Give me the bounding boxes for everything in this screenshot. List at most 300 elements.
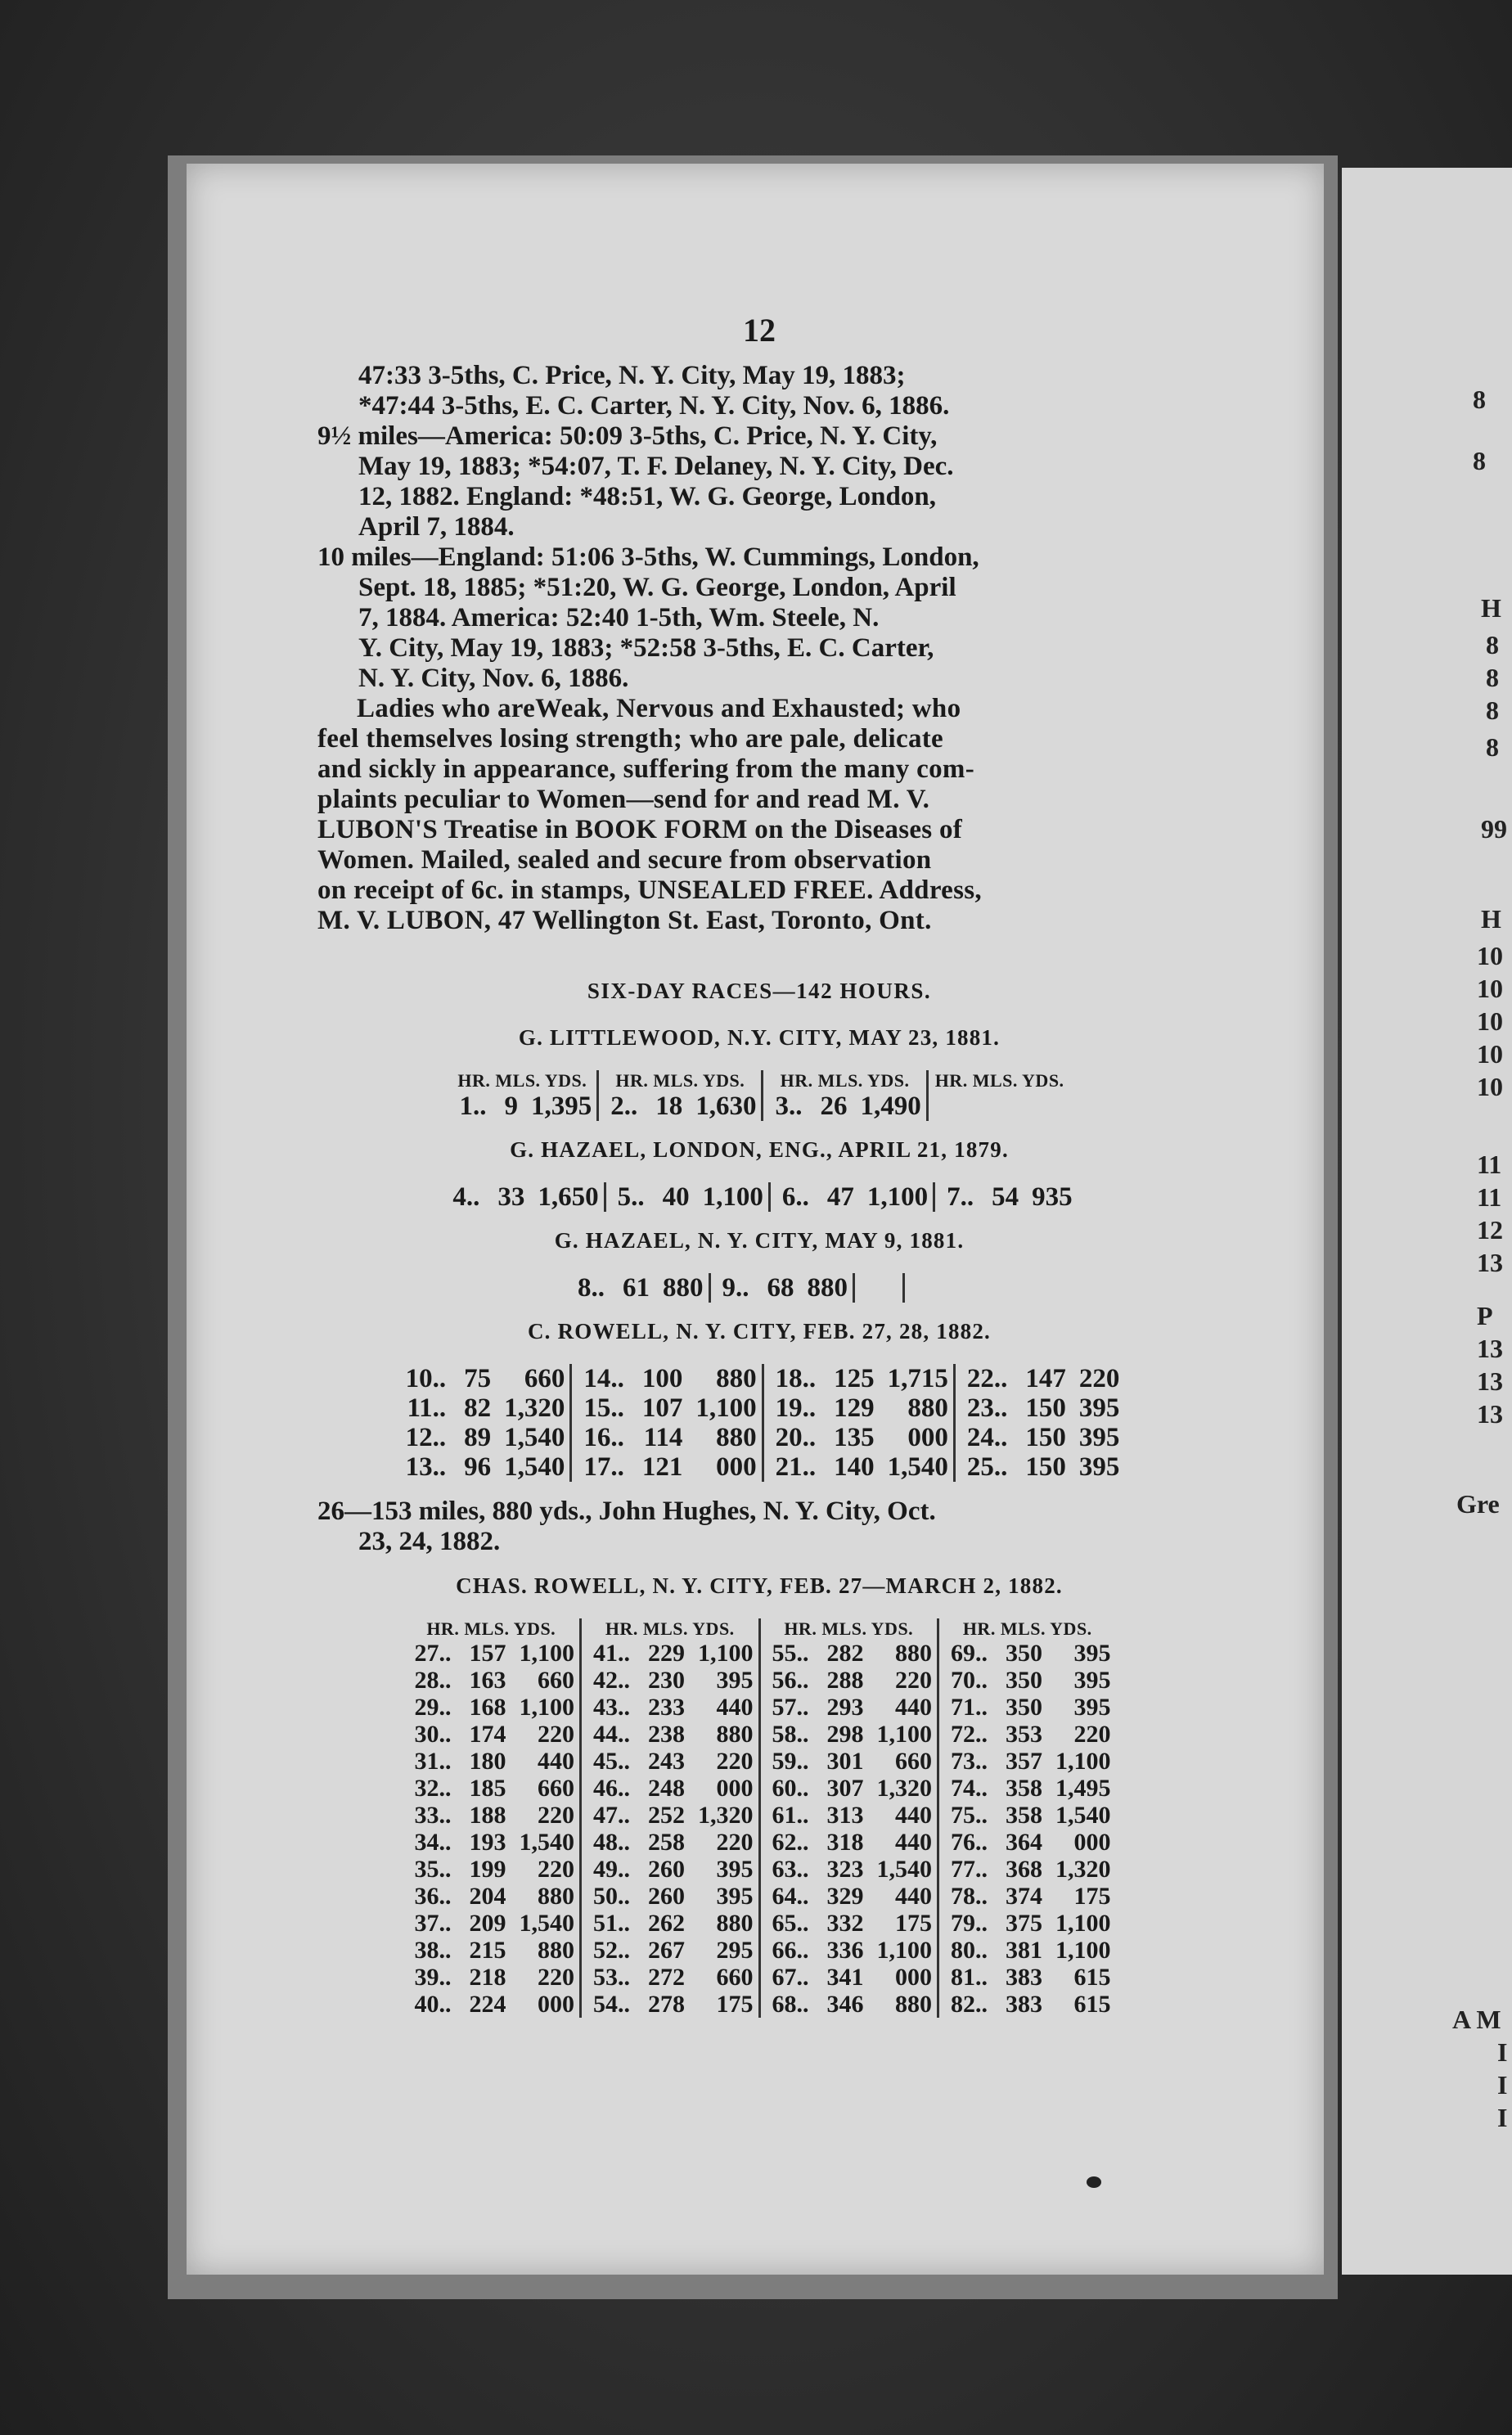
- yards-cell: 440: [691, 1694, 759, 1721]
- yards-cell: 1,650: [531, 1182, 605, 1212]
- yards-cell: 660: [513, 1667, 581, 1694]
- yards-cell: 660: [871, 1748, 938, 1775]
- miles-cell: 336: [826, 1937, 864, 1964]
- yards-cell: 220: [691, 1829, 759, 1856]
- hour-cell: 23..: [966, 1393, 1008, 1423]
- yards-cell: 880: [689, 1364, 763, 1393]
- advert-text: [317, 694, 1201, 936]
- miles-cell: 185: [469, 1775, 506, 1802]
- yards-cell: 1,540: [497, 1452, 571, 1482]
- advert-line: on receipt of 6c. in stamps, UNSEALED FREE. Address,: [317, 875, 982, 905]
- yards-cell: 1,540: [881, 1452, 955, 1482]
- hour-cell: 82..: [951, 1991, 988, 2018]
- yards-cell: 1,100: [871, 1937, 938, 1964]
- record-line: 12, 1882. England: *48:51, W. G. George, London,: [358, 482, 936, 511]
- yards-cell: 220: [513, 1721, 581, 1748]
- record-entry: [317, 361, 1201, 421]
- table-row: [403, 1991, 1116, 2018]
- hour-cell: 6..: [781, 1182, 809, 1212]
- page-fragment: 13: [1477, 1248, 1503, 1277]
- hour-cell: 21..: [775, 1452, 817, 1482]
- page-fragment: 12: [1477, 1215, 1503, 1245]
- miles-cell: 358: [1006, 1802, 1042, 1829]
- hour-cell: 63..: [772, 1856, 809, 1883]
- miles-cell: 282: [826, 1640, 864, 1667]
- hour-cell: 60..: [772, 1775, 809, 1802]
- miles-cell: 329: [826, 1883, 864, 1910]
- hour-cell: 36..: [414, 1883, 452, 1910]
- hour-cell: 25..: [966, 1452, 1008, 1482]
- yards-cell: 395: [1073, 1667, 1111, 1694]
- note-line: 23, 24, 1882.: [358, 1527, 501, 1556]
- yards-cell: 1,320: [871, 1775, 938, 1802]
- column-header: HR. MLS. YDS.: [581, 1618, 760, 1640]
- page-fragment: 13: [1477, 1334, 1503, 1363]
- ink-blot: [1087, 2176, 1101, 2188]
- hour-cell: 43..: [593, 1694, 630, 1721]
- adjacent-page: [1342, 168, 1512, 2275]
- hour-cell: 79..: [951, 1910, 988, 1937]
- advert-line: Women. Mailed, sealed and secure from observation: [317, 845, 932, 875]
- miles-cell: 375: [1006, 1910, 1042, 1937]
- table-row: [403, 1748, 1116, 1775]
- miles-cell: 318: [826, 1829, 864, 1856]
- table-row: [448, 1091, 1070, 1121]
- yards-cell: 440: [871, 1883, 938, 1910]
- yards-cell: [1037, 1091, 1070, 1121]
- hour-cell: 27..: [414, 1640, 452, 1667]
- miles-cell: 332: [826, 1910, 864, 1937]
- page-fragment: 10: [1477, 941, 1503, 970]
- miles-cell: 9: [504, 1091, 518, 1121]
- advert-line: M. V. LUBON, 47 Wellington St. East, Toronto, Ont.: [317, 906, 932, 935]
- hour-cell: 62..: [772, 1829, 809, 1856]
- yards-cell: 615: [1073, 1964, 1111, 1991]
- hour-cell: 42..: [593, 1667, 630, 1694]
- page-content: [317, 311, 1201, 2018]
- miles-cell: 54: [992, 1182, 1019, 1212]
- table-header-row: [448, 1070, 1070, 1091]
- miles-cell: 350: [1006, 1640, 1042, 1667]
- hour-cell: 69..: [951, 1640, 988, 1667]
- miles-cell: 150: [1025, 1423, 1066, 1452]
- miles-cell: 209: [469, 1910, 506, 1937]
- miles-cell: 272: [648, 1964, 685, 1991]
- page-fragment: A M: [1452, 2005, 1501, 2034]
- hour-cell: 54..: [593, 1991, 630, 2018]
- yards-cell: 220: [691, 1748, 759, 1775]
- miles-cell: 301: [826, 1748, 864, 1775]
- yards-cell: 000: [1073, 1829, 1111, 1856]
- miles-cell: 350: [1006, 1667, 1042, 1694]
- table-row: [403, 1829, 1116, 1856]
- record-line: 9½ miles—America: 50:09 3-5ths, C. Price, N. Y. City,: [317, 421, 938, 451]
- column-header: HR. MLS. YDS.: [763, 1070, 927, 1091]
- hour-cell: 66..: [772, 1937, 809, 1964]
- page-fragment: I: [1497, 2037, 1508, 2067]
- record-list: [317, 361, 1201, 694]
- yards-cell: 1,100: [1055, 1748, 1111, 1775]
- miles-cell: [873, 1273, 891, 1303]
- yards-cell: 880: [691, 1721, 759, 1748]
- advert-line: feel themselves losing strength; who are pale, delicate: [317, 724, 943, 754]
- table-row: [394, 1452, 1125, 1482]
- yards-cell: 1,100: [696, 1182, 770, 1212]
- miles-cell: 224: [469, 1991, 506, 2018]
- final-section-title: CHAS. ROWELL, N. Y. CITY, FEB. 27—MARCH 2, 1882.: [456, 1573, 1063, 1598]
- yards-cell: 000: [871, 1964, 938, 1991]
- race-table: [403, 1618, 1116, 2018]
- final-race-table: [317, 1618, 1201, 2018]
- page-fragment: H: [1481, 904, 1501, 934]
- yards-cell: 880: [689, 1423, 763, 1452]
- hour-cell: 10..: [405, 1364, 447, 1393]
- yards-cell: 1,100: [691, 1640, 759, 1667]
- miles-cell: [983, 1091, 1037, 1121]
- page-fragment: 10: [1477, 974, 1503, 1003]
- column-header: HR. MLS. YDS.: [962, 1618, 1092, 1639]
- yards-cell: 440: [871, 1829, 938, 1856]
- yards-cell: 1,100: [1055, 1937, 1111, 1964]
- hour-cell: 47..: [593, 1802, 630, 1829]
- race-note: [317, 1497, 1201, 1557]
- yards-cell: 000: [513, 1991, 581, 2018]
- yards-cell: 1,540: [497, 1423, 571, 1452]
- advert-line: and sickly in appearance, suffering from the many com-: [317, 754, 974, 784]
- hour-cell: 39..: [414, 1964, 452, 1991]
- hour-cell: 14..: [583, 1364, 624, 1393]
- yards-cell: 395: [1078, 1393, 1120, 1423]
- page-fragment: 10: [1477, 1072, 1503, 1101]
- miles-cell: 114: [643, 1423, 683, 1452]
- yards-cell: 175: [871, 1910, 938, 1937]
- race-table: [448, 1070, 1070, 1121]
- miles-cell: 150: [1025, 1452, 1066, 1482]
- miles-cell: 121: [641, 1452, 683, 1482]
- hour-cell: [854, 1273, 874, 1303]
- miles-cell: 381: [1006, 1937, 1042, 1964]
- miles-cell: 107: [641, 1393, 683, 1423]
- yards-cell: 1,320: [1055, 1856, 1111, 1883]
- yards-cell: 660: [513, 1775, 581, 1802]
- miles-cell: 346: [826, 1991, 864, 2018]
- miles-cell: 215: [469, 1937, 506, 1964]
- hour-cell: 80..: [951, 1937, 988, 1964]
- yards-cell: 395: [691, 1856, 759, 1883]
- hour-cell: 31..: [414, 1748, 452, 1775]
- table-row: [403, 1964, 1116, 1991]
- miles-cell: 180: [469, 1748, 506, 1775]
- miles-cell: 278: [648, 1991, 685, 2018]
- miles-cell: 243: [648, 1748, 685, 1775]
- hour-cell: 44..: [593, 1721, 630, 1748]
- table-row: [403, 1883, 1116, 1910]
- column-header: HR. MLS. YDS.: [403, 1618, 581, 1640]
- yards-cell: 615: [1073, 1991, 1111, 2018]
- yards-cell: 220: [513, 1802, 581, 1829]
- yards-cell: 395: [1078, 1423, 1120, 1452]
- record-line: 7, 1884. America: 52:40 1-5th, Wm. Steele, N.: [358, 603, 880, 632]
- page-fragment: 10: [1477, 1006, 1503, 1036]
- miles-cell: 89: [464, 1423, 492, 1452]
- miles-cell: 82: [464, 1393, 492, 1423]
- yards-cell: 1,540: [513, 1910, 581, 1937]
- hour-cell: 2..: [610, 1091, 638, 1121]
- miles-cell: 260: [648, 1883, 685, 1910]
- column-header: HR. MLS. YDS.: [759, 1618, 938, 1640]
- hour-cell: 8..: [578, 1273, 605, 1303]
- yards-cell: 220: [1078, 1364, 1120, 1393]
- column-header: HR. MLS. YDS.: [448, 1070, 597, 1091]
- hour-cell: 19..: [775, 1393, 817, 1423]
- hour-cell: 48..: [593, 1829, 630, 1856]
- miles-cell: 233: [648, 1694, 685, 1721]
- miles-cell: 229: [648, 1640, 685, 1667]
- miles-cell: 188: [469, 1802, 506, 1829]
- hour-cell: 38..: [414, 1937, 452, 1964]
- miles-cell: 18: [655, 1091, 683, 1121]
- hour-cell: 65..: [772, 1910, 809, 1937]
- hour-cell: 32..: [414, 1775, 452, 1802]
- page-fragment: 8: [1473, 446, 1486, 475]
- hour-cell: 58..: [772, 1721, 809, 1748]
- yards-cell: 1,100: [689, 1393, 763, 1423]
- miles-cell: 248: [648, 1775, 685, 1802]
- miles-cell: 368: [1006, 1856, 1042, 1883]
- hour-cell: 78..: [951, 1883, 988, 1910]
- page-fragment: P: [1477, 1301, 1493, 1330]
- table-row: [403, 1775, 1116, 1802]
- yards-cell: 295: [691, 1937, 759, 1964]
- note-line: 26—153 miles, 880 yds., John Hughes, N. Y. City, Oct.: [317, 1497, 936, 1526]
- miles-cell: 383: [1006, 1964, 1042, 1991]
- page-fragment: 13: [1477, 1366, 1503, 1396]
- hour-cell: 67..: [772, 1964, 809, 1991]
- page-fragment: 13: [1477, 1399, 1503, 1429]
- hour-cell: 3..: [775, 1091, 803, 1121]
- yards-cell: 880: [881, 1393, 955, 1423]
- miles-cell: 140: [834, 1452, 875, 1482]
- yards-cell: 660: [497, 1364, 571, 1393]
- miles-cell: 100: [641, 1364, 683, 1393]
- yards-cell: 395: [1073, 1640, 1111, 1667]
- hour-cell: 52..: [593, 1937, 630, 1964]
- yards-cell: 395: [1078, 1452, 1120, 1482]
- hour-cell: 77..: [951, 1856, 988, 1883]
- hour-cell: 15..: [583, 1393, 624, 1423]
- hour-cell: 56..: [772, 1667, 809, 1694]
- yards-cell: 395: [691, 1667, 759, 1694]
- hour-cell: 22..: [966, 1364, 1008, 1393]
- yards-cell: 1,540: [1055, 1802, 1111, 1829]
- table-row: [394, 1423, 1125, 1452]
- page-fragment: Gre: [1456, 1489, 1500, 1519]
- race-table: [394, 1364, 1125, 1482]
- hour-cell: 61..: [772, 1802, 809, 1829]
- race-title: C. ROWELL, N. Y. CITY, FEB. 27, 28, 1882.: [527, 1319, 992, 1344]
- page-number: 12: [743, 312, 776, 349]
- record-line: *47:44 3-5ths, E. C. Carter, N. Y. City, Nov. 6, 1886.: [358, 391, 950, 421]
- race-title: G. LITTLEWOOD, N.Y. CITY, MAY 23, 1881.: [518, 1025, 1001, 1050]
- hour-cell: 76..: [951, 1829, 988, 1856]
- hour-cell: 72..: [951, 1721, 988, 1748]
- hour-cell: 51..: [593, 1910, 630, 1937]
- miles-cell: 199: [469, 1856, 506, 1883]
- hour-cell: 70..: [951, 1667, 988, 1694]
- miles-cell: 293: [826, 1694, 864, 1721]
- yards-cell: 220: [513, 1964, 581, 1991]
- yards-cell: 1,490: [853, 1091, 927, 1121]
- miles-cell: 353: [1006, 1721, 1042, 1748]
- miles-cell: 61: [623, 1273, 650, 1303]
- miles-cell: 383: [1006, 1991, 1042, 2018]
- advert-line: plaints peculiar to Women—send for and read M. V.: [317, 785, 930, 814]
- hour-cell: 74..: [951, 1775, 988, 1802]
- record-entry: [317, 542, 1201, 694]
- miles-cell: 258: [648, 1829, 685, 1856]
- table-row: [566, 1273, 952, 1303]
- miles-cell: 168: [469, 1694, 506, 1721]
- hour-cell: 40..: [414, 1991, 452, 2018]
- yards-cell: 880: [656, 1273, 709, 1303]
- hour-cell: 59..: [772, 1748, 809, 1775]
- hour-cell: 16..: [583, 1423, 624, 1452]
- hour-cell: 71..: [951, 1694, 988, 1721]
- table-row: [403, 1937, 1116, 1964]
- hour-cell: 11..: [407, 1393, 447, 1423]
- record-line: May 19, 1883; *54:07, T. F. Delaney, N. Y. City, Dec.: [358, 452, 954, 481]
- yards-cell: 1,100: [1055, 1910, 1111, 1937]
- yards-cell: 1,715: [881, 1364, 955, 1393]
- hour-cell: [927, 1091, 983, 1121]
- miles-cell: 47: [826, 1182, 854, 1212]
- hour-cell: 29..: [414, 1694, 452, 1721]
- hour-cell: 81..: [951, 1964, 988, 1991]
- page-fragment: I: [1497, 2103, 1508, 2132]
- yards-cell: 1,320: [497, 1393, 571, 1423]
- yards-cell: 440: [513, 1748, 581, 1775]
- hour-cell: 49..: [593, 1856, 630, 1883]
- advert-line: LUBON'S Treatise in BOOK FORM on the Diseases of: [317, 815, 963, 844]
- yards-cell: 1,540: [871, 1856, 938, 1883]
- miles-cell: 307: [826, 1775, 864, 1802]
- column-header: HR. MLS. YDS.: [598, 1070, 763, 1091]
- page-fragment: 10: [1477, 1039, 1503, 1069]
- yards-cell: [891, 1273, 904, 1303]
- hour-cell: 57..: [772, 1694, 809, 1721]
- record-line: 10 miles—England: 51:06 3-5ths, W. Cummings, London,: [317, 542, 979, 572]
- hour-cell: 4..: [452, 1182, 480, 1212]
- page-fragment: 8: [1486, 663, 1499, 692]
- table-row: [403, 1856, 1116, 1883]
- hour-cell: [904, 1273, 924, 1303]
- miles-cell: 125: [834, 1364, 875, 1393]
- miles-cell: 357: [1006, 1748, 1042, 1775]
- race-table: [566, 1273, 952, 1303]
- race-title: G. HAZAEL, N. Y. CITY, MAY 9, 1881.: [554, 1228, 965, 1253]
- race-title: G. HAZAEL, LONDON, ENG., APRIL 21, 1879.: [510, 1137, 1009, 1162]
- hour-cell: 5..: [617, 1182, 645, 1212]
- yards-cell: 1,630: [689, 1091, 763, 1121]
- miles-cell: 163: [469, 1667, 506, 1694]
- yards-cell: 1,540: [513, 1829, 581, 1856]
- page-fragment: 8: [1473, 385, 1486, 414]
- record-entry: [317, 421, 1201, 542]
- miles-cell: 230: [648, 1667, 685, 1694]
- yards-cell: 220: [871, 1667, 938, 1694]
- hour-cell: 75..: [951, 1802, 988, 1829]
- race-table: [441, 1182, 1077, 1212]
- book-page: [187, 164, 1324, 2275]
- hour-cell: 12..: [405, 1423, 447, 1452]
- miles-cell: 313: [826, 1802, 864, 1829]
- page-fragment: 8: [1486, 695, 1499, 725]
- yards-cell: 1,100: [861, 1182, 934, 1212]
- column-header: HR. MLS. YDS.: [934, 1070, 1064, 1091]
- yards-cell: 880: [871, 1991, 938, 2018]
- table-row: [403, 1640, 1116, 1667]
- hour-cell: 13..: [405, 1452, 447, 1482]
- hour-cell: 1..: [459, 1091, 487, 1121]
- yards-cell: 395: [1073, 1694, 1111, 1721]
- page-fragment: I: [1497, 2070, 1508, 2100]
- yards-cell: [941, 1273, 952, 1303]
- miles-cell: 135: [834, 1423, 875, 1452]
- table-row: [403, 1694, 1116, 1721]
- yards-cell: 220: [513, 1856, 581, 1883]
- miles-cell: 68: [767, 1273, 794, 1303]
- miles-cell: 364: [1006, 1829, 1042, 1856]
- miles-cell: 267: [648, 1937, 685, 1964]
- advertisement: [317, 694, 1201, 936]
- hour-cell: 35..: [414, 1856, 452, 1883]
- table-row: [441, 1182, 1077, 1212]
- miles-cell: 174: [469, 1721, 506, 1748]
- miles-cell: 147: [1025, 1364, 1066, 1393]
- yards-cell: 1,395: [524, 1091, 598, 1121]
- record-line: April 7, 1884.: [358, 512, 515, 542]
- page-fragment: 11: [1477, 1150, 1502, 1179]
- advert-line: Ladies who areWeak, Nervous and Exhausted; who: [357, 694, 961, 723]
- hour-cell: 68..: [772, 1991, 809, 2018]
- yards-cell: 880: [513, 1937, 581, 1964]
- miles-cell: 252: [648, 1802, 685, 1829]
- miles-cell: 341: [826, 1964, 864, 1991]
- hour-cell: 7..: [947, 1182, 974, 1212]
- yards-cell: 220: [1073, 1721, 1111, 1748]
- yards-cell: 175: [691, 1991, 759, 2018]
- miles-cell: 75: [464, 1364, 492, 1393]
- miles-cell: 358: [1006, 1775, 1042, 1802]
- yards-cell: 440: [871, 1802, 938, 1829]
- hour-cell: 50..: [593, 1883, 630, 1910]
- miles-cell: 96: [464, 1452, 492, 1482]
- miles-cell: 238: [648, 1721, 685, 1748]
- yards-cell: 660: [691, 1964, 759, 1991]
- yards-cell: 000: [691, 1775, 759, 1802]
- miles-cell: 204: [469, 1883, 506, 1910]
- yards-cell: 1,100: [871, 1721, 938, 1748]
- hour-cell: 9..: [722, 1273, 749, 1303]
- yards-cell: 395: [691, 1883, 759, 1910]
- miles-cell: 323: [826, 1856, 864, 1883]
- table-header-row: [403, 1618, 1116, 1640]
- hour-cell: 17..: [583, 1452, 624, 1482]
- miles-cell: 260: [648, 1856, 685, 1883]
- hour-cell: 18..: [775, 1364, 817, 1393]
- miles-cell: 350: [1006, 1694, 1042, 1721]
- yards-cell: 1,320: [691, 1802, 759, 1829]
